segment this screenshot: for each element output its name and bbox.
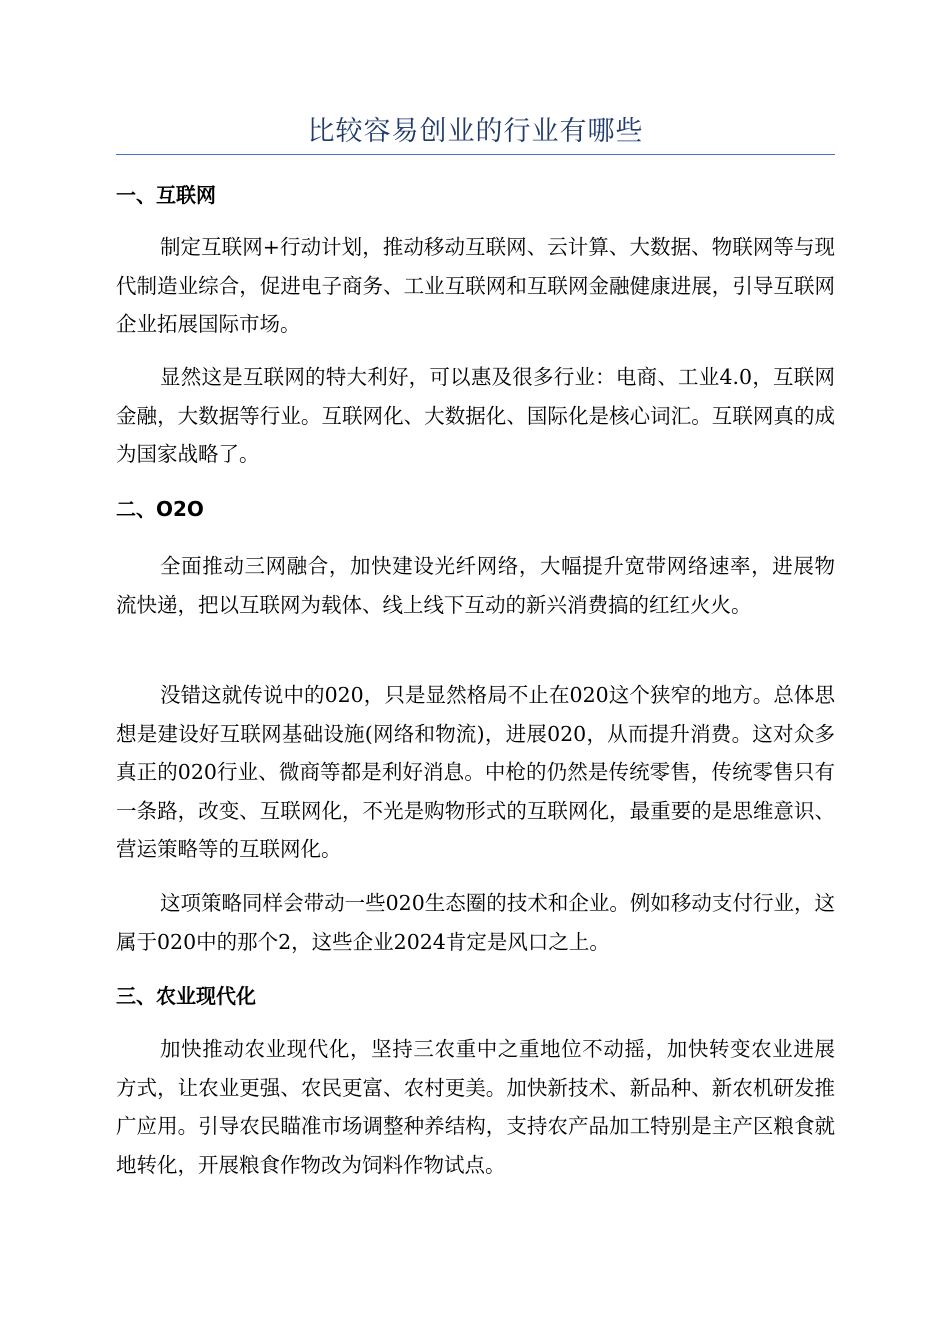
section-heading-o2o: 二、O2O [116,497,204,521]
paragraph-internet-2: 显然这是互联网的特大利好，可以惠及很多行业：电商、工业4.0，互联网金融，大数据等行业。互联网化、大数据化、国际化是核心词汇。互联网真的成为国家战略了。 [116,365,835,466]
section-heading-internet: 一、互联网 [116,183,216,207]
paragraph-o2o-2: 没错这就传说中的020，只是显然格局不止在020这个狭窄的地方。总体思想是建设好互联网基础设施(网络和物流)，进展020，从而提升消费。这对众多真正的020行业、微商等都是利好消息。中枪的仍然是传统零售，传统零售只有一条路，改变、互联网化，不光是购物形式的互联网化，最重要的是思维意识、营运策略等的互联网化。 [116,683,835,861]
paragraph-o2o-3: 这项策略同样会带动一些020生态圈的技术和企业。例如移动支付行业，这属于020中的那个2，这些企业2024肯定是风口之上。 [116,891,835,954]
title-underline [116,154,835,155]
paragraph-o2o-1: 全面推动三网融合，加快建设光纤网络，大幅提升宽带网络速率，进展物流快递，把以互联网为载体、线上线下互动的新兴消费搞的红红火火。 [116,554,835,617]
section-heading-agriculture: 三、农业现代化 [116,984,256,1008]
paragraph-internet-1: 制定互联网+行动计划，推动移动互联网、云计算、大数据、物联网等与现代制造业综合，促进电子商务、工业互联网和互联网金融健康进展，引导互联网企业拓展国际市场。 [116,235,835,336]
paragraph-agriculture-1: 加快推动农业现代化，坚持三农重中之重地位不动摇，加快转变农业进展方式，让农业更强、农民更富、农村更美。加快新技术、新品种、新农机研发推广应用。引导农民瞄准市场调整种养结构，支持农产品加工特别是主产区粮食就地转化，开展粮食作物改为饲料作物试点。 [116,1037,835,1177]
document-title: 比较容易创业的行业有哪些 [307,116,644,147]
